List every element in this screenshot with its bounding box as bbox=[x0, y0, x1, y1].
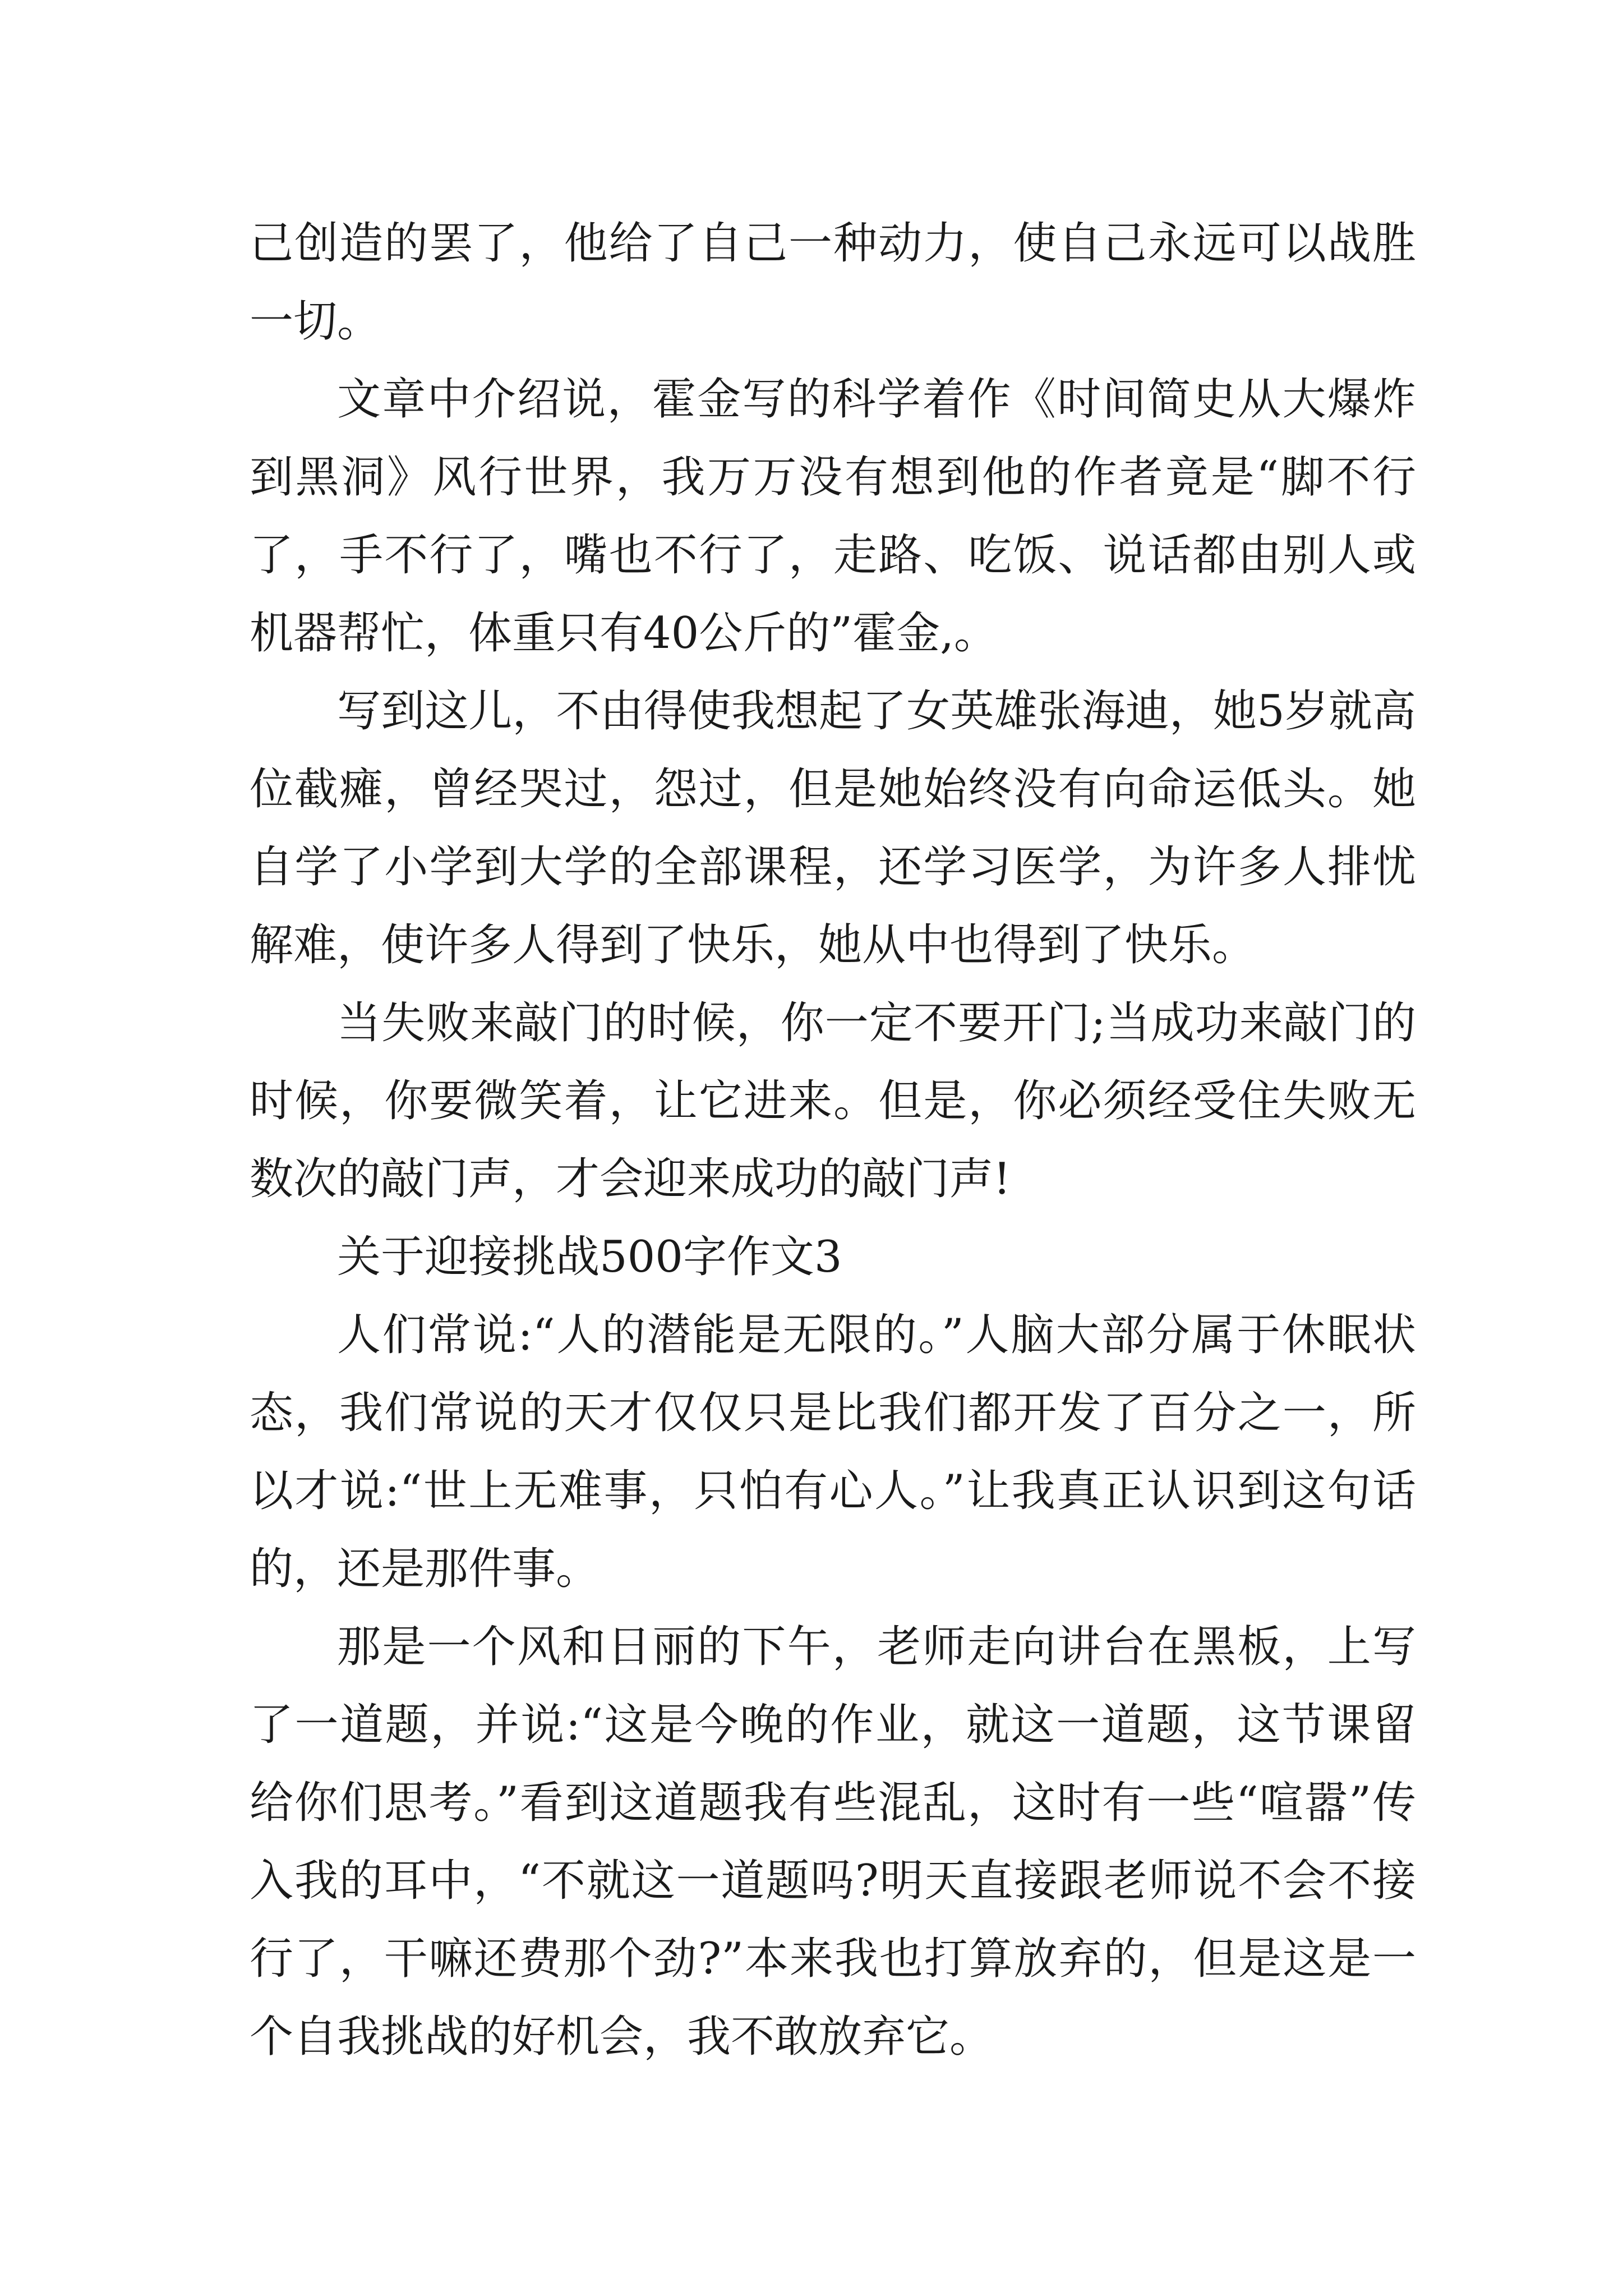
paragraph-zhang-haidi: 写到这儿，不由得使我想起了女英雄张海迪，她5岁就高位截瘫，曾经哭过，怨过，但是她始终没有向命运低头。她自学了小学到大学的全部课程，还学习医学，为许多人排忧解难，使许多人得到了快乐，她从中也得到了快乐。 bbox=[250, 686, 1416, 970]
paragraph-hawking-book: 文章中介绍说，霍金写的科学着作《时间简史从大爆炸到黑洞》风行世界，我万万没有想到他的作者竟是“脚不行了，手不行了，嘴也不行了，走路、吃饭、说话都由别人或机器帮忙，体重只有40公斤的”霍金,。 bbox=[250, 374, 1416, 659]
paragraph-human-potential: 人们常说:“人的潜能是无限的。”人脑大部分属于休眠状态，我们常说的天才仅仅只是比我们都开发了百分之一，所以才说:“世上无难事，只怕有心人。”让我真正认识到这句话的，还是那件事。 bbox=[250, 1310, 1416, 1594]
paragraph-failure-knocks: 当失败来敲门的时候，你一定不要开门;当成功来敲门的时候，你要微笑着，让它进来。但是，你必须经受住失败无数次的敲门声，才会迎来成功的敲门声! bbox=[250, 998, 1416, 1204]
essay-heading: 关于迎接挑战500字作文3 bbox=[337, 1232, 842, 1282]
paragraph-continuation: 己创造的罢了，他给了自己一种动力，使自己永远可以战胜一切。 bbox=[250, 218, 1416, 347]
paragraph-afternoon-challenge: 那是一个风和日丽的下午，老师走向讲台在黑板，上写了一道题，并说:“这是今晚的作业，就这一道题，这节课留给你们思考。”看到这道题我有些混乱，这时有一些“喧嚣”传入我的耳中，“不就这一道题吗?明天直接跟老师说不会不接行了，干嘛还费那个劲?”本来我也打算放弃的，但是这是一个自我挑战的好机会，我不敢放弃它。 bbox=[250, 1622, 1416, 2062]
document-body bbox=[250, 205, 1416, 2076]
